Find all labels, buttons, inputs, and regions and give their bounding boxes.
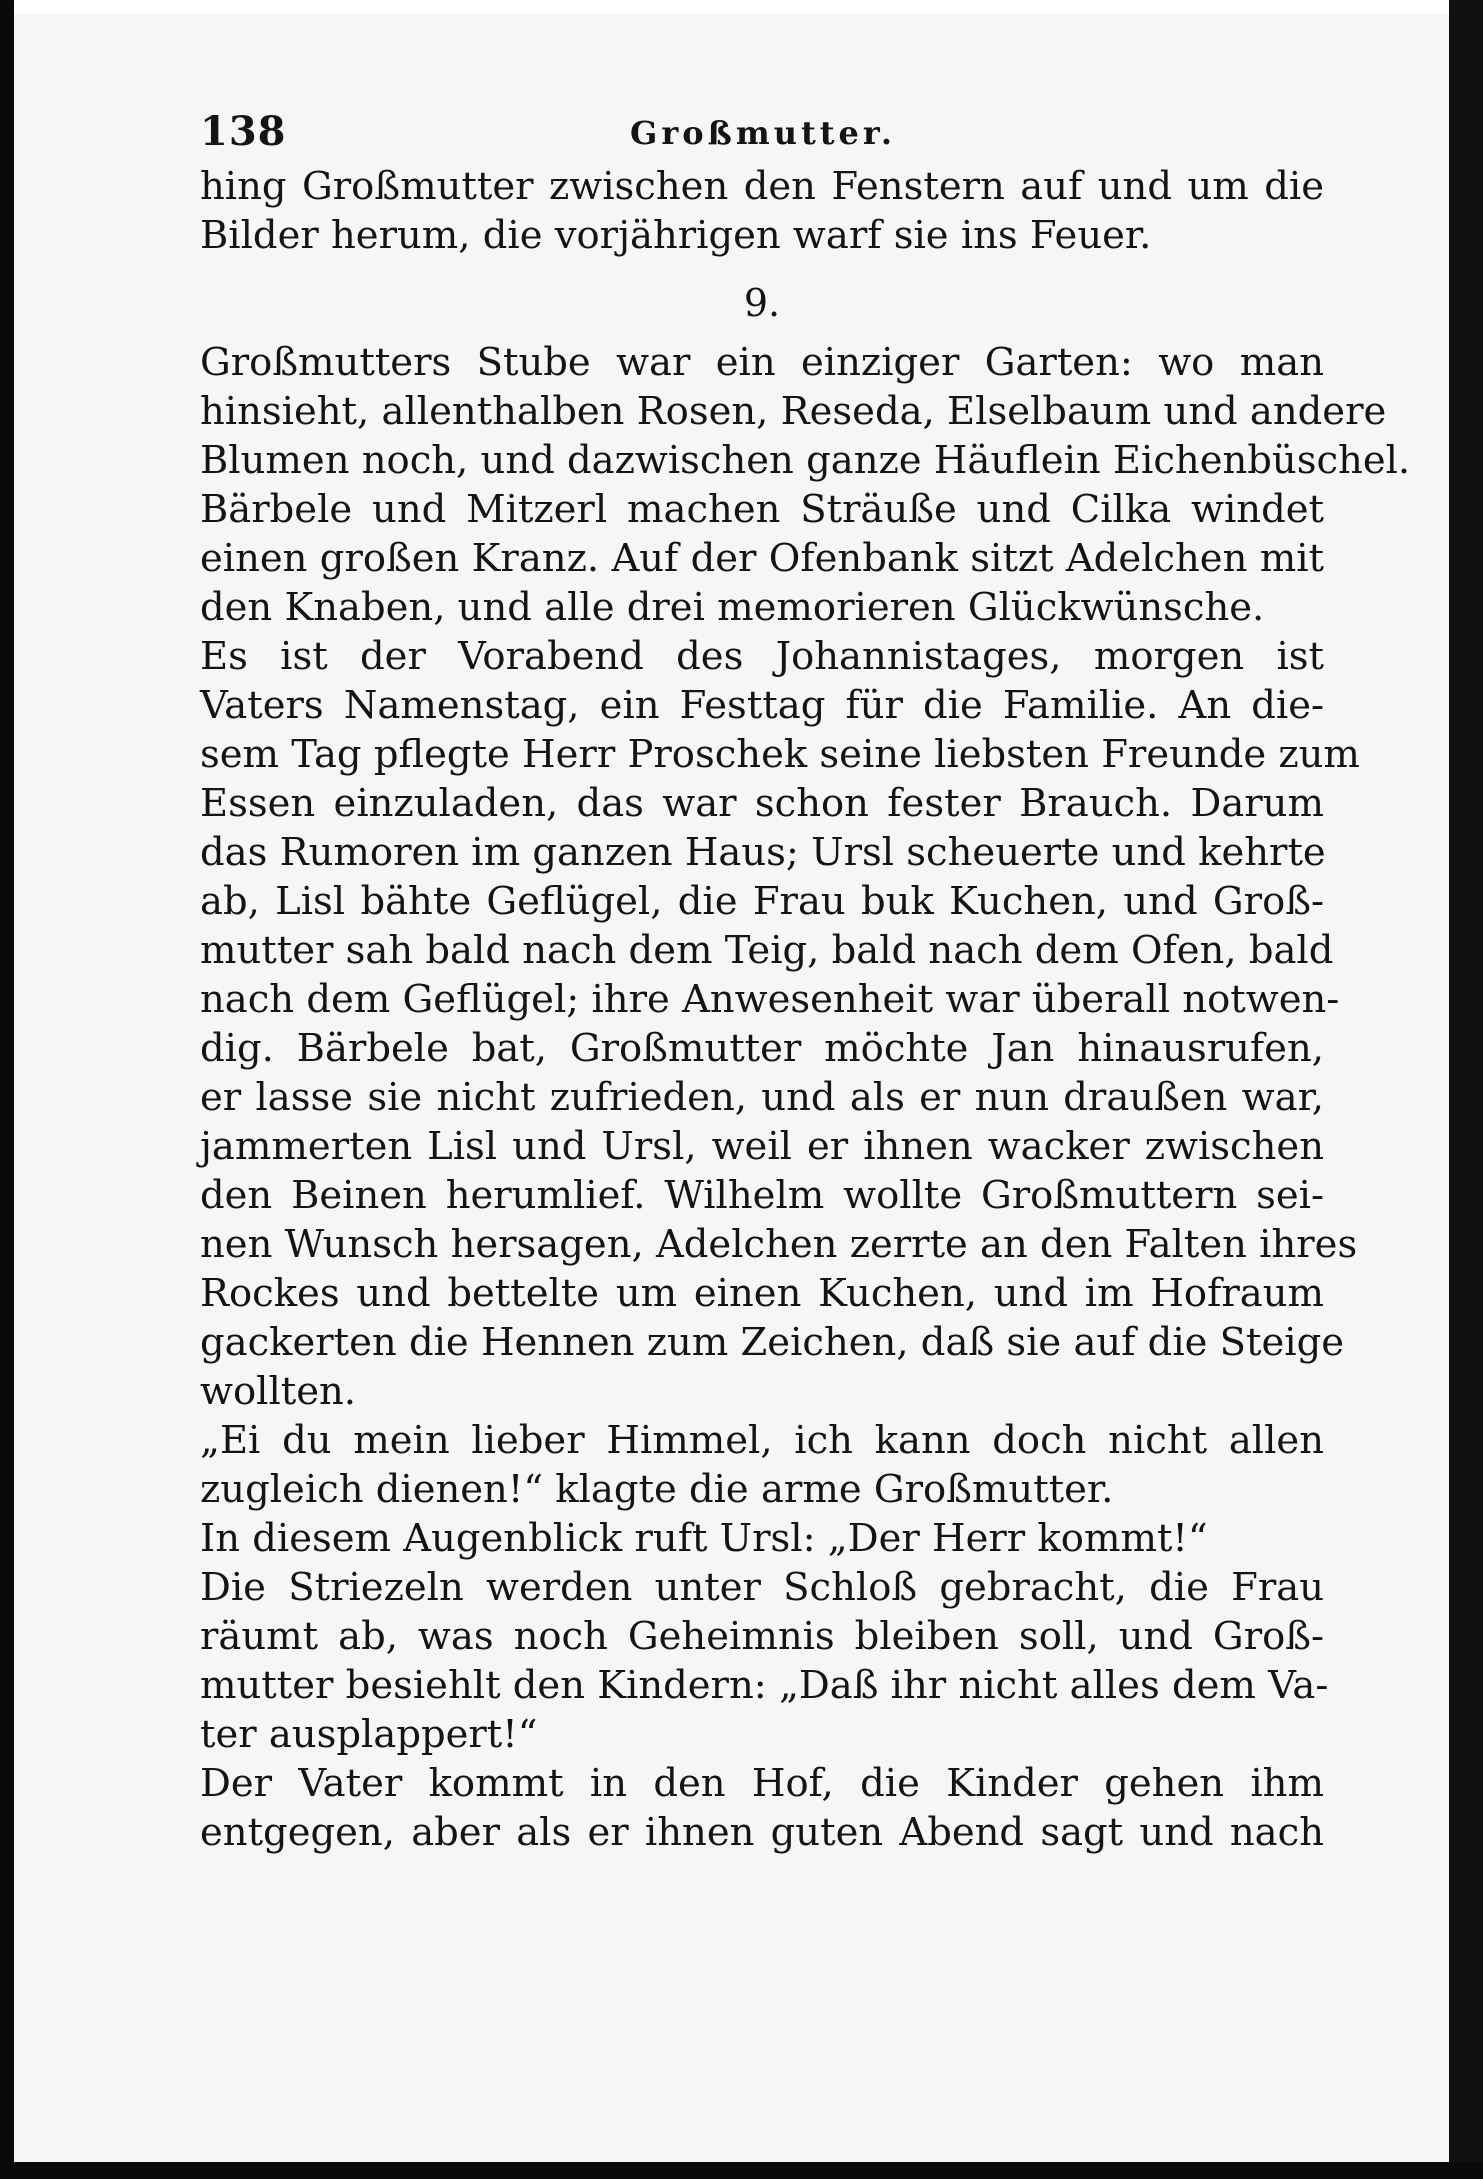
text-line: gackerten die Hennen zum Zeichen, daß sie auf die Steige [200, 1320, 1345, 1365]
text-line: entgegen, aber als er ihnen guten Abend sagt und nach [200, 1810, 1324, 1855]
text-line: mutter sah bald nach dem Teig, bald nach dem Ofen, bald [200, 928, 1334, 973]
text-line: ter ausplappert!“ [200, 1712, 538, 1757]
text-block-after-section [200, 338, 1411, 1857]
text-line: nach dem Geflügel; ihre Anwesenheit war überall notwen- [200, 977, 1340, 1022]
text-line: den Beinen herumlief. Wilhelm wollte Großmuttern sei- [200, 1173, 1324, 1218]
running-head [200, 102, 1324, 162]
text-block-before-section [200, 162, 1324, 260]
scan-edge-left [0, 0, 14, 2179]
scan-edge-right [1449, 0, 1483, 2179]
text-line: Es ist der Vorabend des Johannistages, morgen ist [200, 634, 1324, 679]
page-number: 138 [200, 108, 287, 155]
text-line: den Knaben, und alle drei memorieren Glückwünsche. [200, 585, 1265, 630]
running-title: Großmutter. [630, 114, 896, 152]
text-line: Vaters Namenstag, ein Festtag für die Familie. An die- [200, 683, 1324, 728]
text-line: Essen einzuladen, das war schon fester Brauch. Darum [200, 781, 1324, 826]
text-line: hing Großmutter zwischen den Fenstern auf und um die [200, 164, 1324, 209]
text-line: einen großen Kranz. Auf der Ofenbank sitzt Adelchen mit [200, 536, 1324, 581]
text-line: räumt ab, was noch Geheimnis bleiben soll, und Groß- [200, 1614, 1324, 1659]
text-line: jammerten Lisl und Ursl, weil er ihnen wacker zwischen [200, 1124, 1324, 1169]
text-line: Blumen noch, und dazwischen ganze Häuflein Eichenbüschel. [200, 438, 1411, 483]
text-line: hinsieht, allenthalben Rosen, Reseda, Elselbaum und andere [200, 389, 1387, 434]
text-line: Der Vater kommt in den Hof, die Kinder gehen ihm [200, 1761, 1324, 1806]
text-line: dig. Bärbele bat, Großmutter möchte Jan hinausrufen, [200, 1026, 1324, 1071]
text-line: sem Tag pflegte Herr Proschek seine liebsten Freunde zum [200, 732, 1360, 777]
text-line: Großmutters Stube war ein einziger Garten: wo man [200, 340, 1324, 385]
text-line: er lasse sie nicht zufrieden, und als er nun draußen war, [200, 1075, 1324, 1120]
text-line: Rockes und bettelte um einen Kuchen, und im Hofraum [200, 1271, 1324, 1316]
scan-edge-bottom [0, 2162, 1483, 2179]
book-page [200, 102, 1411, 1857]
text-line: Bilder herum, die vorjährigen warf sie ins Feuer. [200, 213, 1152, 258]
text-line: wollten. [200, 1369, 357, 1414]
text-line: mutter besiehlt den Kindern: „Daß ihr nicht alles dem Va- [200, 1663, 1329, 1708]
text-line: das Rumoren im ganzen Haus; Ursl scheuerte und kehrte [200, 830, 1326, 875]
text-line: nen Wunsch hersagen, Adelchen zerrte an den Falten ihres [200, 1222, 1358, 1267]
text-line: Bärbele und Mitzerl machen Sträuße und Cilka windet [200, 487, 1324, 532]
section-number: 9. [743, 281, 781, 325]
text-line: Die Striezeln werden unter Schloß gebracht, die Frau [200, 1565, 1324, 1610]
text-line: „Ei du mein lieber Himmel, ich kann doch nicht allen [200, 1418, 1324, 1463]
text-line: In diesem Augenblick ruft Ursl: „Der Herr kommt!“ [200, 1516, 1208, 1561]
text-line: zugleich dienen!“ klagte die arme Großmutter. [200, 1467, 1114, 1512]
text-line: ab, Lisl bähte Geflügel, die Frau buk Kuchen, und Groß- [200, 879, 1324, 924]
